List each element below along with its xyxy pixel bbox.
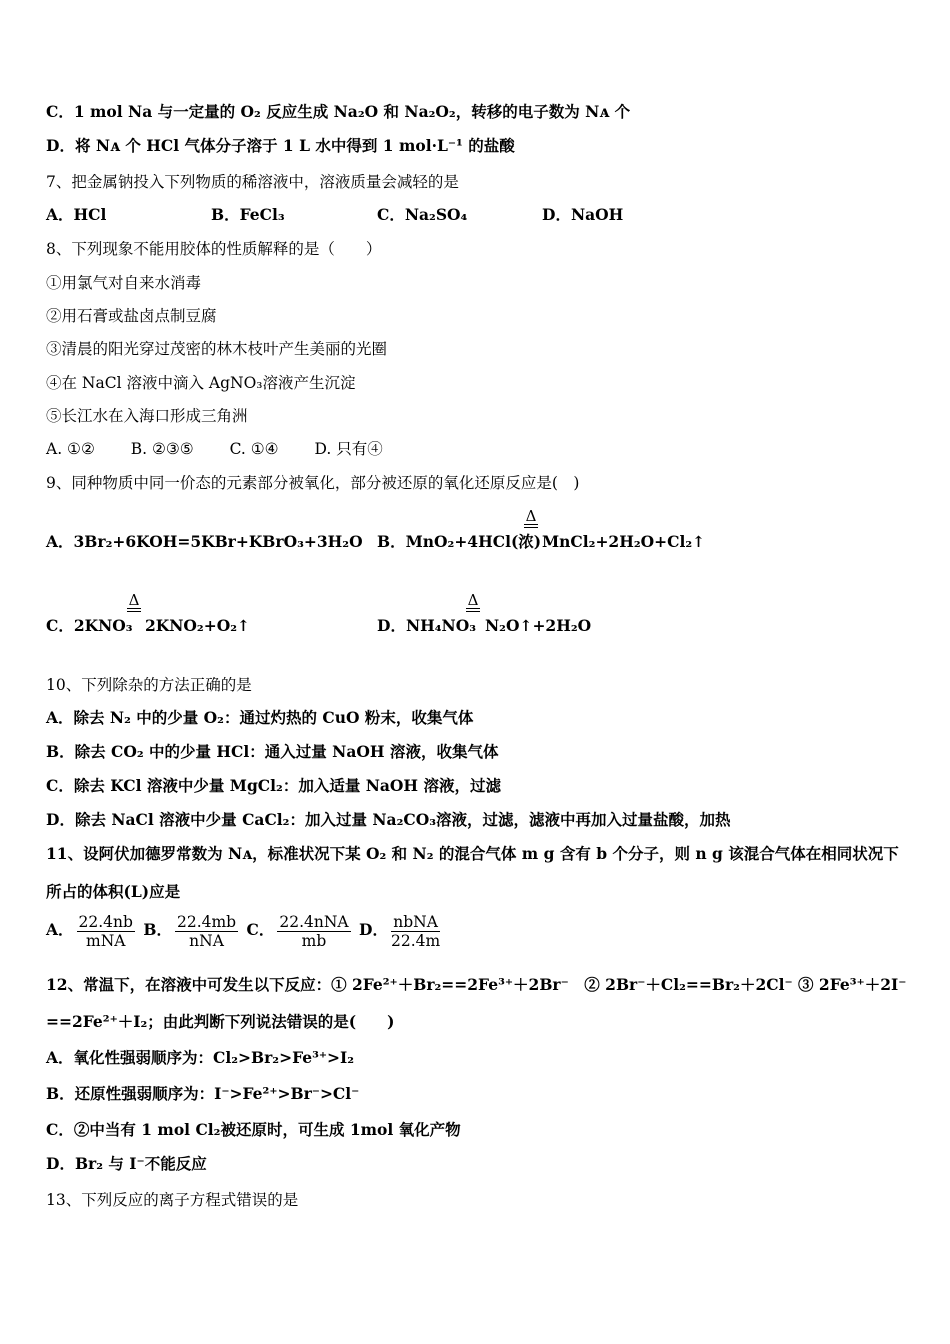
q12-option-c: C．②中当有 1 mol Cl₂被还原时，可生成 1mol 氧化产物 bbox=[46, 1120, 461, 1139]
q11-option-d-fraction: $\frac{\text{nbNA}}{22.4m}$ bbox=[390, 912, 441, 950]
q12-option-a: A．氧化性强弱顺序为：Cl₂>Br₂>Fe³⁺>I₂ bbox=[46, 1048, 355, 1067]
q11-options bbox=[46, 910, 443, 950]
q10-option-b: B．除去 CO₂ 中的少量 HCl：通入过量 NaOH 溶液，收集气体 bbox=[46, 742, 499, 761]
q10-option-a: A．除去 N₂ 中的少量 O₂：通过灼热的 CuO 粉末，收集气体 bbox=[46, 708, 474, 727]
q7-option-b: B．FeCl₃ bbox=[211, 205, 285, 224]
q11-option-d-label: D． bbox=[359, 920, 388, 939]
delta-symbol: Δ bbox=[467, 591, 479, 609]
q9-delta-d bbox=[466, 592, 480, 612]
q9-option-a: A．3Br₂+6KOH=5KBr+KBrO₃+3H₂O bbox=[46, 532, 363, 551]
q11-option-b-fraction: $\frac{22.4mb}{\text{nNA}}$ bbox=[176, 912, 237, 950]
q13-stem: 13、下列反应的离子方程式错误的是 bbox=[46, 1191, 299, 1209]
q9-stem: 9、同种物质中同一价态的元素部分被氧化，部分被还原的氧化还原反应是( ) bbox=[46, 474, 580, 492]
q7-option-c: C．Na₂SO₄ bbox=[377, 205, 468, 224]
q6-option-c: C．1 mol Na 与一定量的 O₂ 反应生成 Na₂O 和 Na₂O₂，转移的电子数为 Nᴀ 个 bbox=[46, 102, 631, 121]
q10-option-d: D．除去 NaCl 溶液中少量 CaCl₂：加入过量 Na₂CO₃溶液，过滤，滤液中再加入过量盐酸，加热 bbox=[46, 810, 731, 829]
q11-stem-line1: 11、设阿伏加德罗常数为 Nᴀ，标准状况下某 O₂ 和 N₂ 的混合气体 m g 含有 b 个分子，则 n g 该混合气体在相同状况下 bbox=[46, 844, 899, 863]
q12-stem-line1: 12、常温下，在溶液中可发生以下反应：① 2Fe²⁺＋Br₂==2Fe³⁺＋2Br⁻ ② 2Br⁻＋Cl₂==Br₂＋2Cl⁻ ③ 2Fe³⁺＋2I⁻ bbox=[46, 975, 907, 994]
q9-option-c-right: 2KNO₂+O₂↑ bbox=[145, 616, 250, 635]
q12-option-b: B．还原性强弱顺序为：I⁻>Fe²⁺>Br⁻>Cl⁻ bbox=[46, 1084, 360, 1103]
q8-item-3: ③清晨的阳光穿过茂密的林木枝叶产生美丽的光圈 bbox=[46, 340, 388, 358]
q10-option-c: C．除去 KCl 溶液中少量 MgCl₂：加入适量 NaOH 溶液，过滤 bbox=[46, 776, 501, 795]
q11-option-c-fraction: $\frac{\text{22.4nNA}}{mb}$ bbox=[279, 912, 349, 950]
q8-item-4: ④在 NaCl 溶液中滴入 AgNO₃溶液产生沉淀 bbox=[46, 374, 356, 392]
delta-symbol: Δ bbox=[525, 507, 537, 525]
q8-options: A. ①② B. ②③⑤ C. ①④ D. 只有④ bbox=[46, 440, 383, 458]
q12-option-d: D．Br₂ 与 I⁻不能反应 bbox=[46, 1154, 207, 1173]
q6-option-d: D．将 Nᴀ 个 HCl 气体分子溶于 1 L 水中得到 1 mol·L⁻¹ 的盐酸 bbox=[46, 136, 515, 155]
q7-option-a: A．HCl bbox=[46, 205, 107, 224]
q8-item-1: ①用氯气对自来水消毒 bbox=[46, 274, 202, 292]
q9-delta-c bbox=[127, 592, 141, 612]
q12-stem-line2: ==2Fe²⁺＋I₂；由此判断下列说法错误的是( ) bbox=[46, 1012, 395, 1031]
q11-option-a-label: A． bbox=[46, 920, 74, 939]
q9-delta-b bbox=[524, 508, 538, 528]
q9-option-b-right: MnCl₂+2H₂O+Cl₂↑ bbox=[542, 532, 706, 551]
q7-option-d: D．NaOH bbox=[542, 205, 624, 224]
q9-option-d-right: N₂O↑+2H₂O bbox=[485, 616, 592, 635]
delta-symbol: Δ bbox=[128, 591, 140, 609]
q9-option-c-left: C．2KNO₃ bbox=[46, 616, 133, 635]
q7-stem: 7、把金属钠投入下列物质的稀溶液中，溶液质量会减轻的是 bbox=[46, 173, 459, 191]
q9-option-b-left: B．MnO₂+4HCl(浓) bbox=[377, 532, 542, 551]
q11-option-a-fraction: $\frac{22.4nb}{\text{mNA}}$ bbox=[78, 912, 133, 950]
q11-option-c-label: C． bbox=[246, 920, 275, 939]
q11-stem-line2: 所占的体积(L)应是 bbox=[46, 882, 181, 901]
q8-item-5: ⑤长江水在入海口形成三角洲 bbox=[46, 407, 248, 425]
q8-item-2: ②用石膏或盐卤点制豆腐 bbox=[46, 307, 217, 325]
q11-option-b-label: B． bbox=[143, 920, 172, 939]
q9-option-d-left: D．NH₄NO₃ bbox=[377, 616, 477, 635]
q10-stem: 10、下列除杂的方法正确的是 bbox=[46, 676, 252, 694]
q8-stem: 8、下列现象不能用胶体的性质解释的是（ ） bbox=[46, 240, 382, 258]
